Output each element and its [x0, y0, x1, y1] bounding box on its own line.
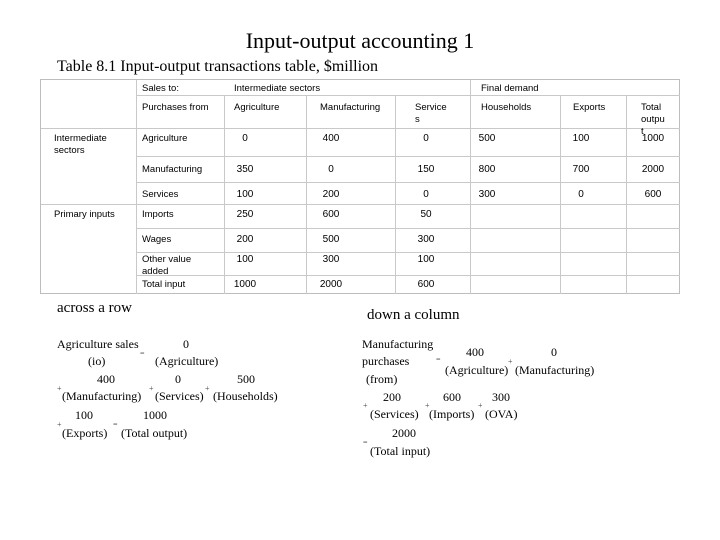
plus-sign: + — [57, 420, 62, 429]
equation-value: 100 — [75, 408, 93, 422]
equation-value: 500 — [237, 372, 255, 386]
equation-label: Manufacturing — [362, 337, 434, 351]
equation-value: 0 — [175, 372, 181, 386]
row-label-imports: Imports — [142, 209, 174, 220]
equation-label: (Services) — [155, 389, 204, 403]
col-header-exports: Exports — [573, 102, 606, 113]
row-label-services: Services — [142, 189, 179, 200]
plus-sign: + — [425, 401, 430, 410]
col-header-agriculture: Agriculture — [234, 102, 280, 113]
final-demand-header: Final demand — [481, 83, 539, 94]
equation-label: (Total output) — [121, 426, 188, 440]
intermediate-sectors-group-label: Intermediate sectors — [54, 133, 107, 156]
table-cell: 50 — [420, 209, 432, 220]
equation-value: 0 — [551, 345, 557, 359]
io-table — [40, 79, 680, 294]
grid-line — [136, 228, 680, 229]
equation-label: (Services) — [370, 407, 419, 421]
plus-sign: + — [508, 357, 513, 366]
plus-sign: + — [149, 384, 154, 393]
table-cell: 700 — [572, 164, 590, 175]
col-header-households: Households — [481, 102, 532, 113]
row-label-wages: Wages — [142, 234, 172, 245]
equation-label: (Manufacturing) — [515, 363, 595, 377]
equation-value: 200 — [383, 390, 401, 404]
table-cell: 250 — [236, 209, 254, 220]
equation-value: 300 — [492, 390, 510, 404]
equation-value: 0 — [183, 337, 189, 351]
grid-line — [136, 182, 680, 183]
table-cell: 800 — [478, 164, 496, 175]
col-header-services: Services — [415, 102, 447, 125]
grid-line — [136, 156, 680, 157]
equation-label: (Total input) — [370, 444, 431, 458]
col-header-manufacturing: Manufacturing — [320, 102, 381, 113]
equals-sign: = — [113, 420, 118, 429]
table-cell: 0 — [423, 133, 429, 144]
table-cell: 500 — [322, 234, 340, 245]
col-header-total-output: Total output — [641, 102, 665, 137]
equation-label: (Agriculture) — [155, 354, 219, 368]
table-cell: 1000 — [233, 279, 257, 290]
intermediate-sectors-header: Intermediate sectors — [234, 83, 321, 94]
purchases-from-label: Purchases from — [142, 102, 209, 113]
plus-sign: + — [363, 401, 368, 410]
plus-sign: + — [478, 401, 483, 410]
table-cell: 600 — [644, 189, 662, 200]
table-cell: 400 — [322, 133, 340, 144]
grid-line — [41, 128, 680, 129]
across-a-row-heading: across a row — [57, 300, 132, 316]
table-cell: 300 — [417, 234, 435, 245]
equation-label: Agriculture sales — [57, 337, 139, 351]
table-cell: 600 — [417, 279, 435, 290]
equation-label: (Manufacturing) — [62, 389, 142, 403]
table-caption: Table 8.1 Input-output transactions table, $million — [57, 58, 379, 75]
equation-label: purchases — [362, 354, 410, 368]
table-cell: 300 — [322, 254, 340, 265]
table-cell: 0 — [578, 189, 584, 200]
equation-label: (Households) — [213, 389, 278, 403]
table-cell: 100 — [236, 254, 254, 265]
table-cell: 0 — [242, 133, 248, 144]
plus-sign: + — [57, 384, 62, 393]
row-label-other-value-added: Other value added — [142, 254, 192, 274]
sales-to-label: Sales to: — [142, 83, 179, 94]
equation-value: 1000 — [143, 408, 167, 422]
row-label-manufacturing: Manufacturing — [142, 164, 203, 175]
table-cell: 150 — [417, 164, 435, 175]
table-cell: 200 — [236, 234, 254, 245]
equals-sign: = — [436, 355, 441, 364]
grid-line — [395, 95, 396, 294]
table-cell: 500 — [478, 133, 496, 144]
down-a-column-heading: down a column — [367, 307, 460, 323]
equals-sign: = — [363, 438, 368, 447]
primary-inputs-group-label: Primary inputs — [54, 209, 115, 220]
equation-label: (io) — [88, 354, 106, 368]
equation-label: (Exports) — [62, 426, 108, 440]
equals-sign: = — [140, 349, 145, 358]
table-cell: 200 — [322, 189, 340, 200]
equation-value: 400 — [97, 372, 115, 386]
grid-line — [136, 252, 680, 253]
table-cell: 0 — [328, 164, 334, 175]
plus-sign: + — [205, 384, 210, 393]
row-label-agriculture: Agriculture — [142, 133, 188, 144]
equation-label: (from) — [366, 372, 398, 386]
grid-line — [136, 275, 680, 276]
grid-line — [41, 204, 680, 205]
table-cell: 100 — [236, 189, 254, 200]
table-cell: 2000 — [319, 279, 343, 290]
grid-line — [470, 80, 471, 294]
table-cell: 300 — [478, 189, 496, 200]
row-label-total-input: Total input — [142, 279, 186, 290]
table-cell: 1000 — [641, 133, 665, 144]
grid-line — [136, 80, 137, 294]
equation-value: 600 — [443, 390, 461, 404]
equation-label: (OVA) — [485, 407, 518, 421]
slide-title: Input-output accounting 1 — [245, 28, 475, 53]
table-cell: 2000 — [641, 164, 665, 175]
table-cell: 100 — [417, 254, 435, 265]
grid-line — [626, 95, 627, 294]
equation-label: (Imports) — [429, 407, 475, 421]
equation-value: 2000 — [392, 426, 416, 440]
equation-label: (Agriculture) — [445, 363, 509, 377]
equation-value: 400 — [466, 345, 484, 359]
table-cell: 600 — [322, 209, 340, 220]
table-cell: 100 — [572, 133, 590, 144]
grid-line — [136, 95, 680, 96]
table-cell: 0 — [423, 189, 429, 200]
table-cell: 350 — [236, 164, 254, 175]
